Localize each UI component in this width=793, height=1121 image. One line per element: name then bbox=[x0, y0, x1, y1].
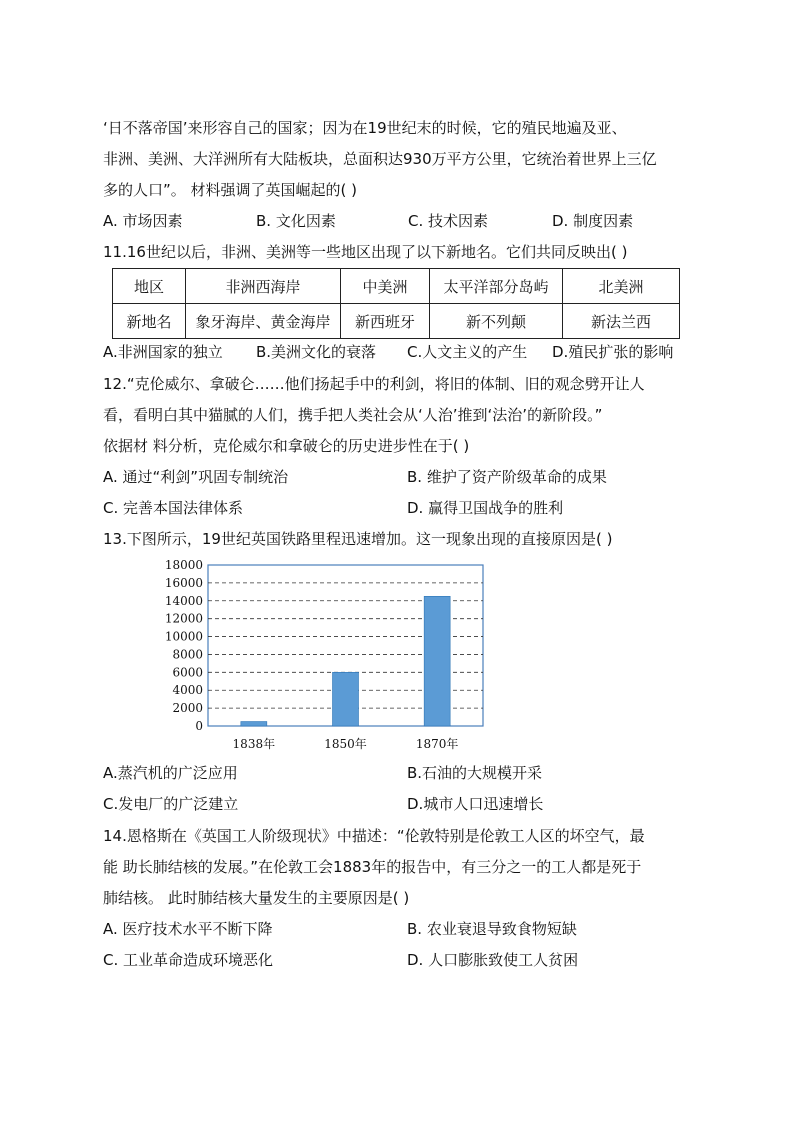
q14-line-2: 能 助长肺结核的发展。”在伦敦工会1883年的报告中，有三分之一的工人都是死于 bbox=[103, 858, 642, 876]
table-cell: 象牙海岸、黄金海岸 bbox=[186, 304, 341, 339]
q10-line-2: 非洲、美洲、大洋洲所有大陆板块，总面积达930万平方公里，它统治着世界上三亿 bbox=[103, 150, 657, 168]
y-tick-label: 8000 bbox=[172, 647, 203, 662]
q12-option-a[interactable]: A. 通过“利剑”巩固专制统治 bbox=[103, 468, 289, 486]
y-tick-label: 10000 bbox=[164, 629, 203, 644]
q12-line-1: 12.“克伦威尔、拿破仑……他们扬起手中的利剑，将旧的体制、旧的观念劈开让人 bbox=[103, 375, 645, 393]
q12-line-2: 看，看明白其中猫腻的人们，携手把人类社会从‘人治’推到‘法治’的新阶段。” bbox=[103, 406, 603, 424]
q12-option-d[interactable]: D. 赢得卫国战争的胜利 bbox=[407, 499, 564, 517]
q14-option-b[interactable]: B. 农业衰退导致食物短缺 bbox=[407, 920, 577, 938]
q13-stem: 13.下图所示，19世纪英国铁路里程迅速增加。这一现象出现的直接原因是( ) bbox=[103, 530, 613, 548]
table-cell: 北美洲 bbox=[563, 269, 680, 304]
table-cell: 新西班牙 bbox=[341, 304, 430, 339]
table-cell: 太平洋部分岛屿 bbox=[430, 269, 563, 304]
q10-option-c[interactable]: C. 技术因素 bbox=[408, 212, 489, 230]
q10-option-b[interactable]: B. 文化因素 bbox=[256, 212, 336, 230]
table-cell: 新法兰西 bbox=[563, 304, 680, 339]
q12-line-3: 依据材 料分析，克伦威尔和拿破仑的历史进步性在于( ) bbox=[103, 437, 470, 455]
x-tick-label: 1850年 bbox=[324, 737, 367, 751]
q14-line-3: 肺结核。 此时肺结核大量发生的主要原因是( ) bbox=[103, 889, 410, 907]
table-cell: 非洲西海岸 bbox=[186, 269, 341, 304]
q11-option-b[interactable]: B.美洲文化的衰落 bbox=[256, 343, 377, 361]
q14-option-d[interactable]: D. 人口膨胀致使工人贫困 bbox=[407, 951, 579, 969]
q14-option-c[interactable]: C. 工业革命造成环境恶化 bbox=[103, 951, 274, 969]
bar bbox=[424, 596, 450, 726]
q13-option-a[interactable]: A.蒸汽机的广泛应用 bbox=[103, 764, 238, 782]
q13-option-d[interactable]: D.城市人口迅速增长 bbox=[407, 795, 544, 813]
q10-option-d[interactable]: D. 制度因素 bbox=[552, 212, 634, 230]
table-cell: 中美洲 bbox=[341, 269, 430, 304]
table-cell: 新不列颠 bbox=[430, 304, 563, 339]
y-tick-label: 12000 bbox=[164, 611, 203, 626]
railway-mileage-chart bbox=[150, 555, 495, 755]
x-tick-label: 1870年 bbox=[415, 737, 459, 751]
table-cell: 新地名 bbox=[113, 304, 186, 339]
y-tick-label: 2000 bbox=[172, 701, 203, 716]
q12-option-c[interactable]: C. 完善本国法律体系 bbox=[103, 499, 244, 517]
q12-option-b[interactable]: B. 维护了资产阶级革命的成果 bbox=[407, 468, 607, 486]
table-cell: 地区 bbox=[113, 269, 186, 304]
q11-option-a[interactable]: A.非洲国家的独立 bbox=[103, 343, 223, 361]
bar bbox=[333, 672, 359, 726]
x-tick-label: 1838年 bbox=[232, 737, 276, 751]
y-tick-label: 14000 bbox=[164, 593, 203, 608]
q10-option-a[interactable]: A. 市场因素 bbox=[103, 212, 183, 230]
y-tick-label: 6000 bbox=[172, 665, 203, 680]
y-tick-label: 18000 bbox=[164, 558, 203, 572]
q10-line-3: 多的人口”。 材料强调了英国崛起的( ) bbox=[103, 181, 358, 199]
q14-option-a[interactable]: A. 医疗技术水平不断下降 bbox=[103, 920, 273, 938]
table-header-row bbox=[113, 269, 680, 304]
q13-option-b[interactable]: B.石油的大规模开采 bbox=[407, 764, 543, 782]
place-name-table bbox=[112, 268, 680, 339]
y-tick-label: 0 bbox=[195, 719, 203, 733]
q10-line-1: ‘日不落帝国’来形容自己的国家；因为在19世纪末的时候，它的殖民地遍及亚、 bbox=[103, 119, 627, 137]
q13-option-c[interactable]: C.发电厂的广泛建立 bbox=[103, 795, 239, 813]
bar bbox=[241, 722, 267, 726]
q11-option-c[interactable]: C.人文主义的产生 bbox=[407, 343, 528, 361]
y-tick-label: 16000 bbox=[164, 575, 203, 590]
q14-line-1: 14.恩格斯在《英国工人阶级现状》中描述：“伦敦特别是伦敦工人区的坏空气，最 bbox=[103, 827, 645, 845]
q11-option-d[interactable]: D.殖民扩张的影响 bbox=[552, 343, 674, 361]
y-tick-label: 4000 bbox=[172, 683, 203, 698]
q11-stem: 11.16世纪以后，非洲、美洲等一些地区出现了以下新地名。它们共同反映出( ) bbox=[103, 243, 628, 261]
table-row bbox=[113, 304, 680, 339]
